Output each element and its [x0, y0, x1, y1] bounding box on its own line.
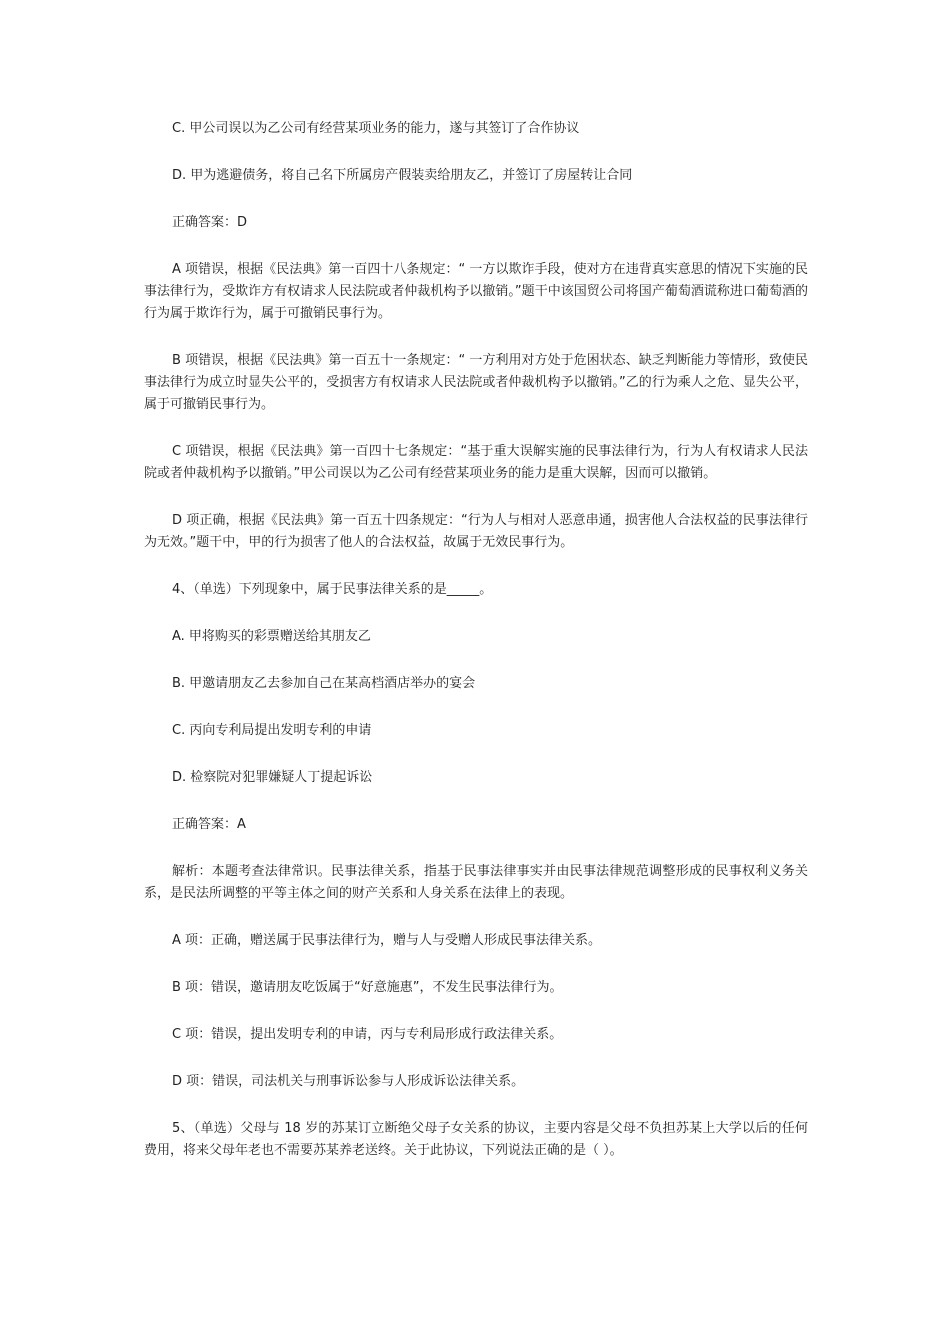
q4-option-d: D. 检察院对犯罪嫌疑人丁提起诉讼: [172, 770, 373, 785]
q4-option-b: B. 甲邀请朋友乙去参加自己在某高档酒店举办的宴会: [172, 676, 476, 691]
q4-answer: 正确答案：A: [172, 817, 246, 832]
q4-stem: 4、（单选）下列现象中，属于民事法律关系的是_____。: [172, 582, 493, 597]
q4-explain-d: D 项：错误，司法机关与刑事诉讼参与人形成诉讼法律关系。: [172, 1074, 525, 1089]
q4-explain-b: B 项：错误，邀请朋友吃饭属于“好意施惠”，不发生民事法律行为。: [172, 980, 563, 995]
q3-explain-c: C 项错误，根据《民法典》第一百四十七条规定：“基于重大误解实施的民事法律行为，行为人有权请求人民法院或者仲裁机构予以撤销。”甲公司误以为乙公司有经营某项业务的能力是重大误解，因而可以撤销。: [144, 444, 808, 481]
q3-answer: 正确答案：D: [172, 215, 248, 230]
q4-option-a: A. 甲将购买的彩票赠送给其朋友乙: [172, 629, 371, 644]
q3-explain-b: B 项错误，根据《民法典》第一百五十一条规定：“ 一方利用对方处于危困状态、缺乏判断能力等情形，致使民事法律行为成立时显失公平的，受损害方有权请求人民法院或者仲裁机构予以撤销。”乙的行为乘人之危、显失公平，属于可撤销民事行为。: [144, 353, 808, 412]
q4-option-c: C. 丙向专利局提出发明专利的申请: [172, 723, 372, 738]
q3-explain-d: D 项正确，根据《民法典》第一百五十四条规定：“行为人与相对人恶意串通，损害他人合法权益的民事法律行为无效。”题干中，甲的行为损害了他人的合法权益，故属于无效民事行为。: [144, 513, 808, 550]
q3-explain-a: A 项错误，根据《民法典》第一百四十八条规定：“ 一方以欺诈手段，使对方在违背真实意思的情况下实施的民事法律行为，受欺诈方有权请求人民法院或者仲裁机构予以撤销。”题干中该国贸公司将国产葡萄酒谎称进口葡萄酒的行为属于欺诈行为，属于可撤销民事行为。: [144, 262, 808, 321]
q3-option-c: C. 甲公司误以为乙公司有经营某项业务的能力，遂与其签订了合作协议: [172, 121, 580, 136]
document-body: [144, 118, 808, 1162]
q4-explain-a: A 项：正确，赠送属于民事法律行为，赠与人与受赠人形成民事法律关系。: [172, 933, 602, 948]
q5-stem: 5、（单选）父母与 18 岁的苏某订立断绝父母子女关系的协议，主要内容是父母不负担苏某上大学以后的任何费用，将来父母年老也不需要苏某养老送终。关于此协议，下列说法正确的是（ ）。: [144, 1121, 808, 1158]
q4-explain-c: C 项：错误，提出发明专利的申请，丙与专利局形成行政法律关系。: [172, 1027, 563, 1042]
q3-option-d: D. 甲为逃避债务，将自己名下所属房产假装卖给朋友乙，并签订了房屋转让合同: [172, 168, 633, 183]
q4-analysis: 解析：本题考查法律常识。民事法律关系，指基于民事法律事实并由民事法律规范调整形成的民事权利义务关系，是民法所调整的平等主体之间的财产关系和人身关系在法律上的表现。: [144, 864, 808, 901]
